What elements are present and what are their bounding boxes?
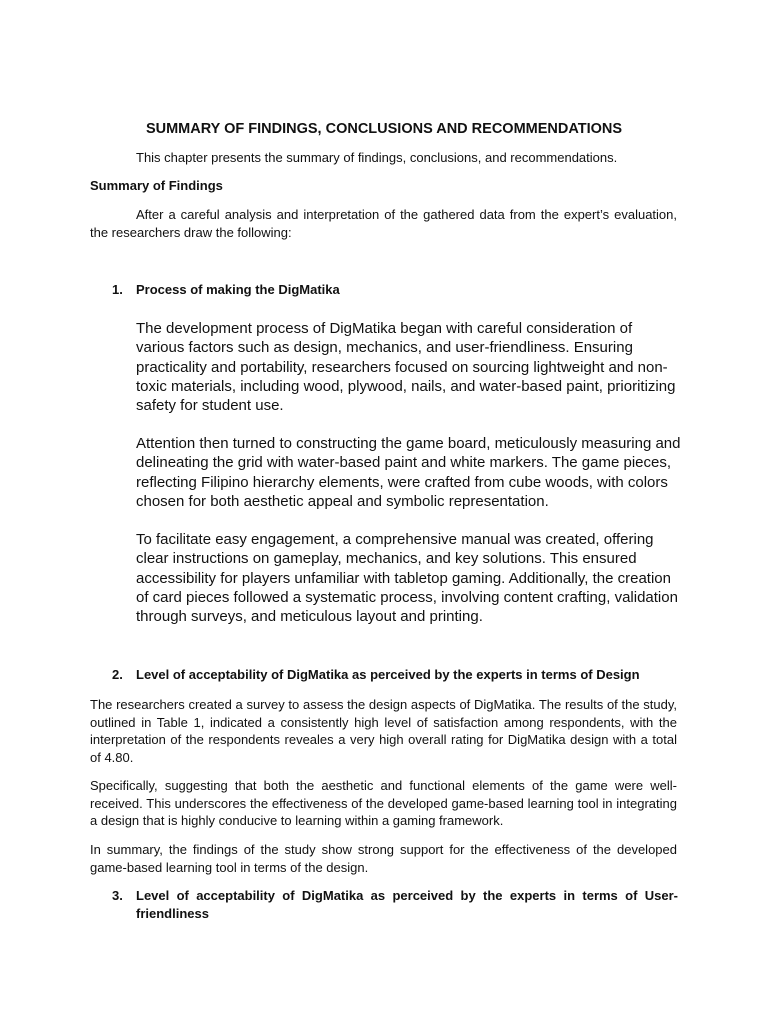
finding-2-paragraph-2: Specifically, suggesting that both the aesthetic and functional elements of the game were well-received. This underscores the effectiveness of the developed game-based learning tool in integrating a design that is highly conducive to learning within a gaming framework. xyxy=(90,778,677,828)
finding-3-number: 3. xyxy=(112,888,123,903)
finding-1-paragraph-2: Attention then turned to constructing the game board, meticulously measuring and delineating the grid with water-based paint and white markers. The game pieces, reflecting Filipino hierarchy elements, were crafted from cube woods, with colors chosen for both aesthetic appeal and symbolic representation. xyxy=(136,435,681,510)
finding-2-paragraph-3: In summary, the findings of the study show strong support for the effectiveness of the developed game-based learning tool in terms of the design. xyxy=(90,842,677,875)
finding-2-heading xyxy=(112,666,678,684)
finding-1-title: Process of making the DigMatika xyxy=(136,282,340,297)
finding-2-title: Level of acceptability of DigMatika as perceived by the experts in terms of Design xyxy=(136,667,640,682)
finding-3-heading xyxy=(112,887,678,923)
finding-1-heading xyxy=(112,281,678,299)
summary-intro-paragraph: After a careful analysis and interpretation of the gathered data from the expert’s evaluation, the researchers draw the following: xyxy=(90,207,677,240)
chapter-intro: This chapter presents the summary of findings, conclusions, and recommendations. xyxy=(136,150,618,165)
finding-1-paragraph-3: To facilitate easy engagement, a comprehensive manual was created, offering clear instructions on gameplay, mechanics, and key solutions. This ensured accessibility for players unfamiliar with tabletop gaming. Additionally, the creation of card pieces followed a systematic process, involving content crafting, validation through surveys, and meticulous layout and printing. xyxy=(136,531,678,626)
finding-3-title: Level of acceptability of DigMatika as perceived by the experts in terms of User-friendliness xyxy=(136,888,678,921)
page-title: SUMMARY OF FINDINGS, CONCLUSIONS AND RECOMMENDATIONS xyxy=(145,121,623,137)
finding-1-number: 1. xyxy=(112,282,123,297)
finding-2-number: 2. xyxy=(112,667,123,682)
summary-heading: Summary of Findings xyxy=(90,178,223,193)
finding-1-paragraph-1: The development process of DigMatika began with careful consideration of various factors such as design, mechanics, and user-friendliness. Ensuring practicality and portability, researchers focused on sourcing lightweight and non-toxic materials, including wood, plywood, nails, and water-based paint, prioritizing safety for student use. xyxy=(136,320,676,415)
finding-2-paragraph-1: The researchers created a survey to assess the design aspects of DigMatika. The results of the study, outlined in Table 1, indicated a consistently high level of satisfaction among respondents, with the interpretation of the respondents reveales a very high overall rating for DigMatika design with a total of 4.80. xyxy=(90,697,677,765)
